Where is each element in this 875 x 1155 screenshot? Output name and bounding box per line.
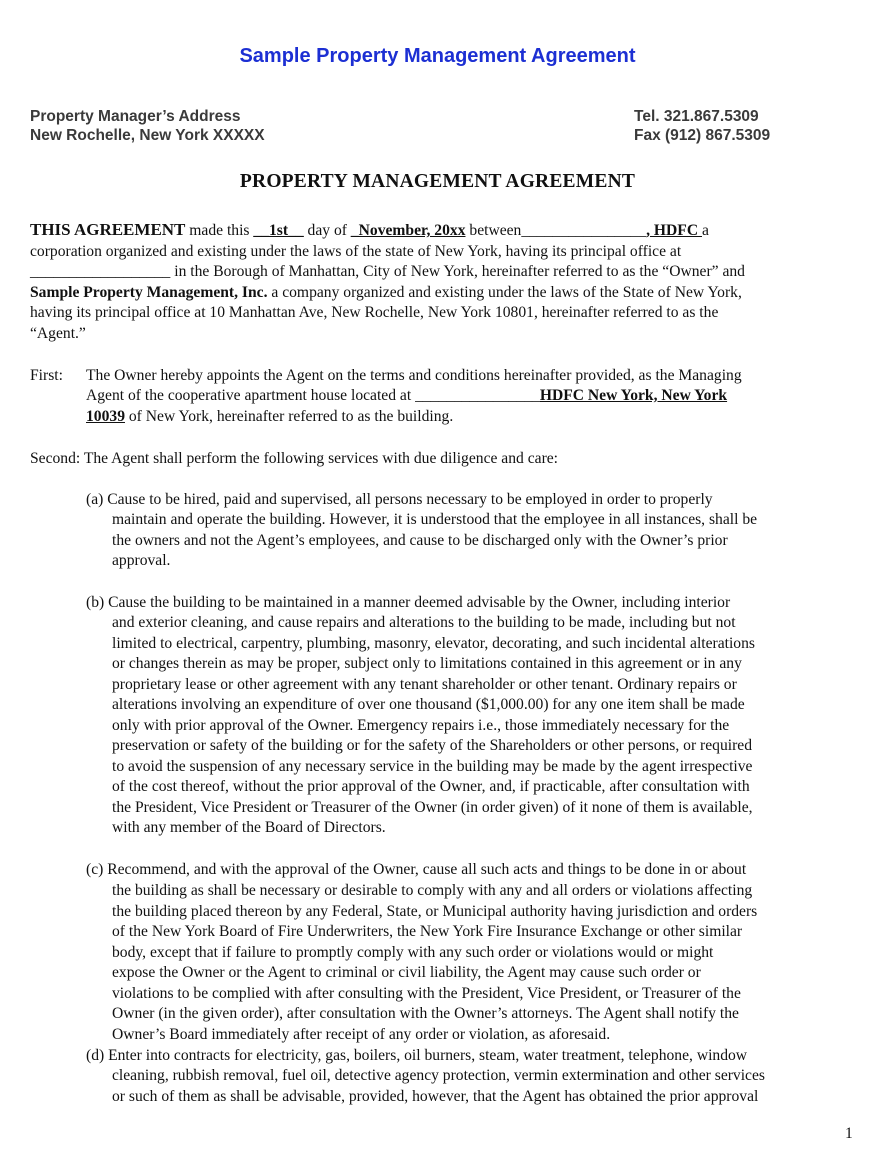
item-b-line: (b) Cause the building to be maintained in a manner deemed advisable by the Owner, including interior — [86, 594, 731, 611]
item-b-line: of the cost thereof, without the prior approval of the Owner, and, if practicable, after consultation with — [112, 778, 750, 795]
intro-line-2: corporation organized and existing under the laws of the state of New York, having its principal office at — [30, 243, 682, 260]
intro-text: day of — [303, 222, 351, 239]
intro-line-6: “Agent.” — [30, 325, 86, 342]
item-c-line: the building as shall be necessary or desirable to comply with any and all orders or violations affecting — [112, 882, 753, 899]
intro-text: made this — [185, 222, 254, 239]
item-a-line: maintain and operate the building. However, it is understood that the employee in all instances, shall be — [112, 511, 758, 528]
item-c-line: body, except that if failure to promptly comply with any such order or violations would or might — [112, 944, 714, 961]
item-b-line: preservation or safety of the building or for the safety of the Shareholders or other persons, or required — [112, 737, 753, 754]
intro-text: a company organized and existing under the laws of the State of New York, — [267, 284, 742, 301]
item-d-line: cleaning, rubbish removal, fuel oil, detective agency protection, vermin extermination and other services — [112, 1067, 765, 1084]
item-b-line: the President, Vice President or Treasurer of the Owner (in order given) of it none of them is available, — [112, 799, 753, 816]
agreement-heading: PROPERTY MANAGEMENT AGREEMENT — [239, 171, 636, 192]
document-title: Sample Property Management Agreement — [239, 45, 636, 67]
address-line-2: New Rochelle, New York XXXXX — [30, 127, 265, 144]
intro-line-4 — [30, 283, 742, 303]
item-b-line: and exterior cleaning, and cause repairs and alterations to the building to be made, including but not — [112, 614, 736, 631]
company-name: Sample Property Management, Inc. — [30, 284, 268, 301]
item-b-line: limited to electrical, carpentry, plumbing, masonry, elevator, decorating, and such incidental alterations — [112, 635, 755, 652]
this-agreement-label: THIS AGREEMENT — [30, 220, 186, 239]
intro-line-3 — [30, 262, 745, 282]
second-label: Second — [30, 450, 76, 467]
telephone: Tel. 321.867.5309 — [634, 108, 759, 125]
item-c-line: of the New York Board of Fire Underwriters, the New York Fire Insurance Exchange or other similar — [112, 923, 743, 940]
page-number: 1 — [845, 1125, 853, 1142]
intro-text: between — [465, 222, 522, 239]
second-line — [30, 449, 558, 469]
manager-contact — [634, 107, 770, 145]
intro-text: a — [701, 222, 709, 239]
item-c-line: Owner’s Board immediately after receipt of any order or violation, as aforesaid. — [112, 1026, 611, 1043]
blank-field: __________________ — [30, 263, 171, 280]
item-d-line: or such of them as shall be advisable, provided, however, that the Agent has obtained the prior approval — [112, 1088, 759, 1105]
second-text: : The Agent shall perform the following services with due diligence and care: — [75, 450, 559, 467]
building-location: HDFC New York, New York — [539, 387, 728, 404]
item-b-line: to avoid the suspension of any necessary service in the building may be made by the agent irrespective — [112, 758, 753, 775]
item-c-line: violations to be complied with after consulting with the President, Vice President, or Treasurer of the — [112, 985, 741, 1002]
item-c-line: Owner (in the given order), after consultation with the Owner’s attorneys. The Agent shall notify the — [112, 1005, 739, 1022]
hdfc-label: , HDFC — [646, 222, 702, 239]
first-line-2 — [86, 386, 727, 406]
item-d-line: (d) Enter into contracts for electricity, gas, boilers, oil burners, steam, water treatment, telephone, window — [86, 1047, 748, 1064]
fax: Fax (912) 867.5309 — [634, 127, 771, 144]
blank-field: ________________ — [415, 387, 540, 404]
date-value: _November, 20xx — [350, 222, 466, 239]
first-line-3 — [86, 407, 453, 427]
first-text: of New York, hereinafter referred to as the building. — [124, 408, 454, 425]
first-line-1: The Owner hereby appoints the Agent on the terms and conditions hereinafter provided, as the Managing — [86, 367, 742, 384]
item-b-line: or changes therein as may be proper, subject only to limitations contained in this agreement or in any — [112, 655, 742, 672]
item-b-line: only with prior approval of the Owner. Emergency repairs i.e., those immediately necessary for the — [112, 717, 730, 734]
item-a-line: (a) Cause to be hired, paid and supervised, all persons necessary to be employed in order to properly — [86, 491, 713, 508]
item-a-line: the owners and not the Agent’s employees, and cause to be discharged only with the Owner’s prior — [112, 532, 728, 549]
item-c-line: the building placed thereon by any Federal, State, or Municipal authority having jurisdiction and orders — [112, 903, 758, 920]
item-c-line: (c) Recommend, and with the approval of the Owner, cause all such acts and things to be done in or about — [86, 861, 747, 878]
manager-address — [30, 107, 265, 145]
first-text: Agent of the cooperative apartment house located at — [86, 387, 416, 404]
intro-line-1 — [30, 220, 709, 241]
intro-text: in the Borough of Manhattan, City of New York, hereinafter referred to as the “Owner” and — [170, 263, 745, 280]
item-c-line: expose the Owner or the Agent to criminal or civil liability, the Agent may cause such order or — [112, 964, 701, 981]
day-value: __1st__ — [253, 222, 304, 239]
item-b-line: alterations involving an expenditure of over one thousand ($1,000.00) for any one item shall be made — [112, 696, 745, 713]
item-b-line: proprietary lease or other agreement with any tenant shareholder or other tenant. Ordinary repairs or — [112, 676, 737, 693]
intro-line-5: having its principal office at 10 Manhattan Ave, New Rochelle, New York 10801, hereinafter referred to as the — [30, 304, 719, 321]
first-label: First: — [30, 367, 63, 384]
item-a-line: approval. — [112, 552, 171, 569]
item-b-line: with any member of the Board of Directors. — [112, 819, 386, 836]
zip-code: 10039 — [86, 408, 125, 425]
address-line-1: Property Manager’s Address — [30, 108, 241, 125]
blank-field: ________________ — [521, 222, 647, 239]
